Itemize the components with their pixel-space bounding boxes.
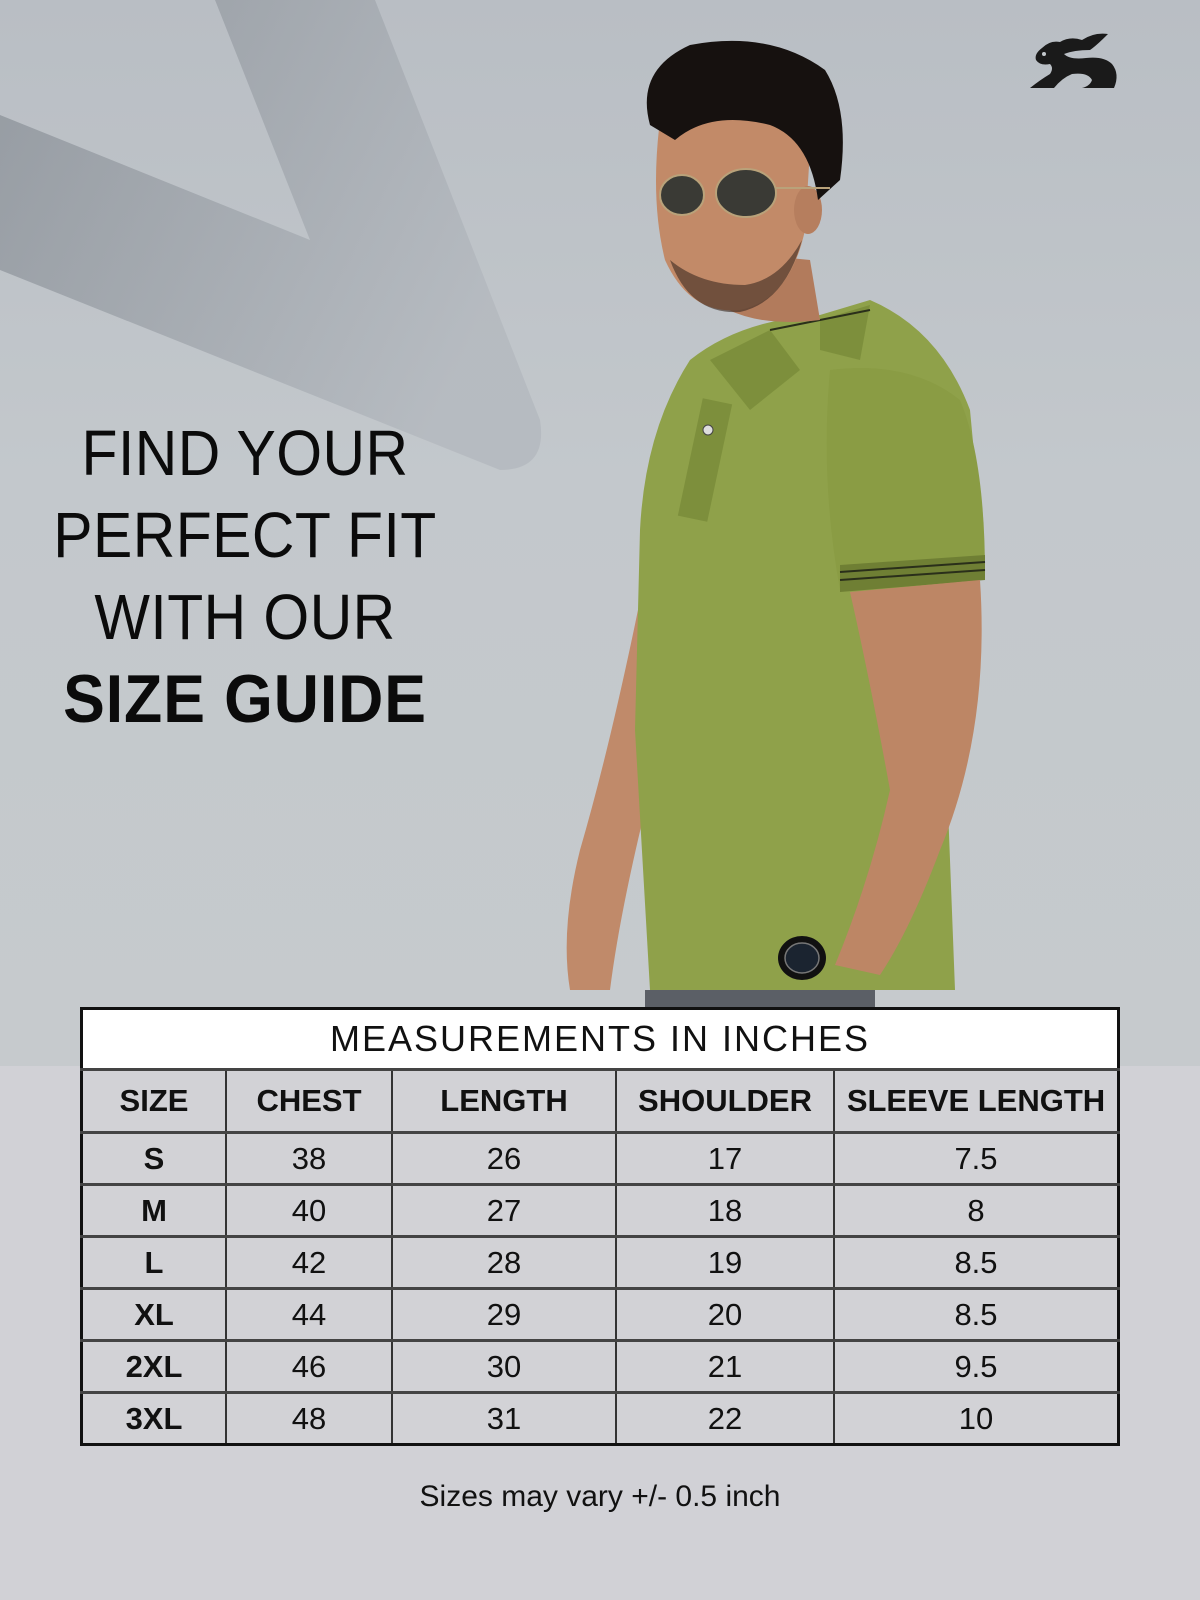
table-row: [82, 1185, 1119, 1237]
table-row: [82, 1133, 1119, 1185]
sleeve-cell: 7.5: [834, 1133, 1119, 1185]
header-sleeve-length: SLEEVE LENGTH: [834, 1070, 1119, 1133]
header-length: LENGTH: [392, 1070, 616, 1133]
size-chart-table: [80, 1007, 1120, 1446]
size-cell: S: [82, 1133, 227, 1185]
table-row: [82, 1393, 1119, 1445]
chest-cell: 48: [226, 1393, 392, 1445]
table-header-row: [82, 1070, 1119, 1133]
size-cell: 3XL: [82, 1393, 227, 1445]
chest-cell: 38: [226, 1133, 392, 1185]
sleeve-cell: 10: [834, 1393, 1119, 1445]
length-cell: 29: [392, 1289, 616, 1341]
length-cell: 28: [392, 1237, 616, 1289]
chest-cell: 44: [226, 1289, 392, 1341]
chest-cell: 46: [226, 1341, 392, 1393]
header-size: SIZE: [82, 1070, 227, 1133]
shoulder-cell: 21: [616, 1341, 834, 1393]
header-chest: CHEST: [226, 1070, 392, 1133]
size-cell: L: [82, 1237, 227, 1289]
headline: [30, 412, 460, 740]
headline-line-3: WITH OUR: [94, 581, 396, 653]
length-cell: 27: [392, 1185, 616, 1237]
length-cell: 30: [392, 1341, 616, 1393]
chest-cell: 42: [226, 1237, 392, 1289]
sleeve-cell: 9.5: [834, 1341, 1119, 1393]
shoulder-cell: 17: [616, 1133, 834, 1185]
length-cell: 26: [392, 1133, 616, 1185]
shoulder-cell: 19: [616, 1237, 834, 1289]
size-variance-note: Sizes may vary +/- 0.5 inch: [419, 1480, 781, 1513]
shoulder-cell: 18: [616, 1185, 834, 1237]
size-cell: 2XL: [82, 1341, 227, 1393]
table-row: [82, 1237, 1119, 1289]
headline-line-1: FIND YOUR: [81, 417, 409, 489]
headline-line-4: SIZE GUIDE: [63, 661, 427, 737]
rabbit-logo-icon: [1024, 28, 1120, 94]
headline-line-2: PERFECT FIT: [53, 499, 437, 571]
sleeve-cell: 8.5: [834, 1237, 1119, 1289]
length-cell: 31: [392, 1393, 616, 1445]
model-photo: [540, 30, 1020, 1066]
size-cell: M: [82, 1185, 227, 1237]
table-caption: MEASUREMENTS IN INCHES: [82, 1009, 1119, 1070]
sleeve-cell: 8: [834, 1185, 1119, 1237]
sleeve-cell: 8.5: [834, 1289, 1119, 1341]
table-row: [82, 1289, 1119, 1341]
table-row: [82, 1341, 1119, 1393]
size-cell: XL: [82, 1289, 227, 1341]
shoulder-cell: 22: [616, 1393, 834, 1445]
shoulder-cell: 20: [616, 1289, 834, 1341]
chest-cell: 40: [226, 1185, 392, 1237]
header-shoulder: SHOULDER: [616, 1070, 834, 1133]
